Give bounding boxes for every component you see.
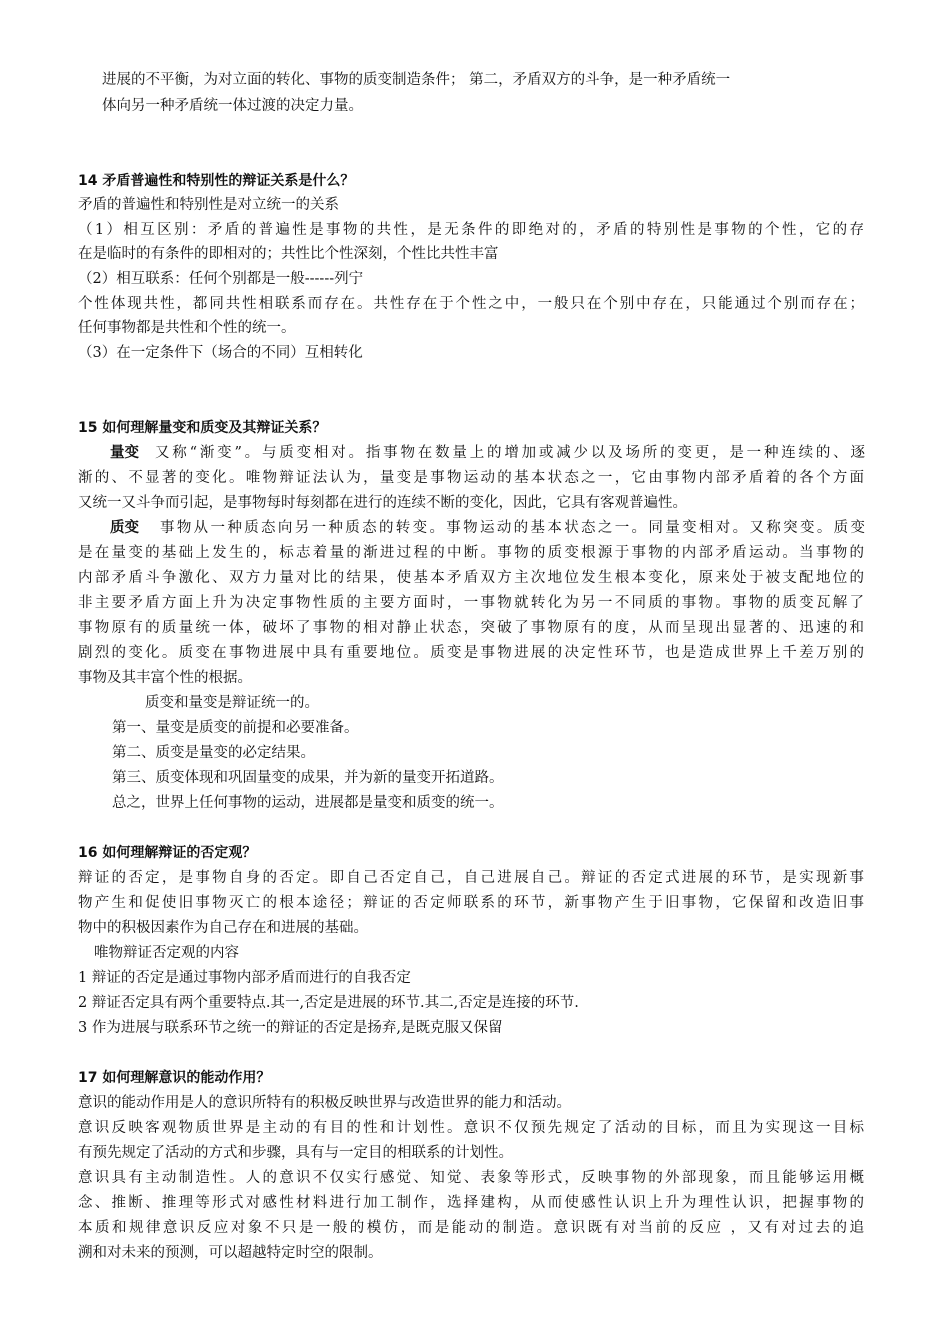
section-14-title: 14 矛盾普遍性和特别性的辩证关系是什么？ xyxy=(78,173,355,189)
s16-item-2: 2 辩证否定具有两个重要特点.其一,否定是进展的环节.其二,否定是连接的环节. xyxy=(78,995,579,1011)
section-16-title: 16 如何理解辩证的否定观？ xyxy=(78,845,257,861)
s14-para-5: （3）在一定条件下（场合的不同）互相转化 xyxy=(78,345,363,361)
zhibian-line-7: 事物及其丰富个性的根据。 xyxy=(78,670,252,686)
s16-line-3: 物中的积极因素作为自己存在和进展的基础。 xyxy=(78,920,368,936)
zhibian-line-3: 内部矛盾斗争激化、双方力量对比的结果，使基本矛盾双方主次地位发生根本变化，原来处于被支配地位的 xyxy=(78,570,864,586)
relation-3: 第三、质变体现和巩固量变的成果，并为新的量变开拓道路。 xyxy=(112,770,504,786)
zhibian-line-6: 剧烈的变化。质变在事物进展中具有重要地位。质变是事物进展的决定性环节，也是造成世界上千差万别的 xyxy=(78,645,864,661)
relation-intro: 质变和量变是辩证统一的。 xyxy=(145,695,319,711)
s17-line-7: 溯和对未来的预测，可以超越特定时空的限制。 xyxy=(78,1245,383,1261)
relation-4: 总之，世界上任何事物的运动，进展都是量变和质变的统一。 xyxy=(112,795,504,811)
s17-line-2: 意识反映客观物质世界是主动的有目的性和计划性。意识不仅预先规定了活动的目标，而且为实现这一目标 xyxy=(78,1120,864,1136)
s14-para-3: （2）相互联系：任何个别都是一般------列宁 xyxy=(78,271,364,287)
s16-line-1: 辩证的否定，是事物自身的否定。即自己否定自己，自己进展自己。辩证的否定式进展的环节，是实现新事 xyxy=(78,870,864,886)
zhibian-line-4: 非主要矛盾方面上升为决定事物性质的主要方面时，一事物就转化为另一不同质的事物。事物的质变瓦解了 xyxy=(78,595,864,611)
liangbian-line-1: 又称“渐变”。与质变相对。指事物在数量上的增加或减少以及场所的变更，是一种连续的、逐 xyxy=(155,445,865,461)
zhibian-line-5: 事物原有的质量统一体，破坏了事物的相对静止状态，突破了事物原有的度，从而呈现出显著的、迅速的和 xyxy=(78,620,864,636)
s14-para-4b: 任何事物都是共性和个性的统一。 xyxy=(78,320,296,336)
section-15-title: 15 如何理解量变和质变及其辩证关系？ xyxy=(78,420,327,436)
zhibian-line-2: 是在量变的基础上发生的，标志着量的渐进过程的中断。事物的质变根源于事物的内部矛盾运动。当事物的 xyxy=(78,545,864,561)
s14-para-2a: （1）相互区别：矛盾的普遍性是事物的共性，是无条件的即绝对的，矛盾的特别性是事物的个性，它的存 xyxy=(78,222,864,238)
s17-line-4: 意识具有主动制造性。人的意识不仅实行感觉、知觉、表象等形式，反映事物的外部现象，而且能够运用概 xyxy=(78,1170,864,1186)
intro-line-1: 进展的不平衡，为对立面的转化、事物的质变制造条件； 第二，矛盾双方的斗争，是一种矛盾统一 xyxy=(102,72,731,88)
s16-item-3: 3 作为进展与联系环节之统一的辩证的否定是扬弃,是既克服又保留 xyxy=(78,1020,503,1036)
s14-para-2b: 在是临时的有条件的即相对的；共性比个性深刻，个性比共性丰富 xyxy=(78,246,499,262)
section-17-title: 17 如何理解意识的能动作用？ xyxy=(78,1070,271,1086)
s14-para-1: 矛盾的普遍性和特别性是对立统一的关系 xyxy=(78,197,339,213)
s17-line-6: 本质和规律意识反应对象不只是一般的模仿，而是能动的制造。意识既有对当前的反应 ，又有对过去的追 xyxy=(78,1220,864,1236)
s16-line-2: 物产生和促使旧事物灭亡的根本途径；辩证的否定师联系的环节，新事物产生于旧事物，它保留和改造旧事 xyxy=(78,895,864,911)
s17-line-3: 有预先规定了活动的方式和步骤，具有与一定目的相联系的计划性。 xyxy=(78,1145,513,1161)
liangbian-line-2: 渐的、不显著的变化。唯物辩证法认为，量变是事物运动的基本状态之一，它由事物内部矛盾着的各个方面 xyxy=(78,470,864,486)
relation-2: 第二、质变是量变的必定结果。 xyxy=(112,745,315,761)
s17-line-5: 念、推断、推理等形式对感性材料进行加工制作，选择建构，从而使感性认识上升为理性认识，把握事物的 xyxy=(78,1195,864,1211)
s14-para-4a: 个性体现共性，都同共性相联系而存在。共性存在于个性之中，一般只在个别中存在，只能通过个别而存在； xyxy=(78,296,864,312)
relation-1: 第一、量变是质变的前提和必要准备。 xyxy=(112,720,359,736)
term-zhibian: 质变 xyxy=(110,520,139,536)
liangbian-line-3: 又统一又斗争而引起，是事物每时每刻都在进行的连续不断的变化，因此，它具有客观普遍性。 xyxy=(78,495,687,511)
s16-subtitle: 唯物辩证否定观的内容 xyxy=(94,945,239,961)
term-liangbian: 量变 xyxy=(110,445,139,461)
s17-line-1: 意识的能动作用是人的意识所特有的积极反映世界与改造世界的能力和活动。 xyxy=(78,1095,571,1111)
s16-item-1: 1 辩证的否定是通过事物内部矛盾而进行的自我否定 xyxy=(78,970,411,986)
intro-line-2: 体向另一种矛盾统一体过渡的决定力量。 xyxy=(102,98,363,114)
zhibian-line-1: 事物从一种质态向另一种质态的转变。事物运动的基本状态之一。同量变相对。又称突变。质变 xyxy=(160,520,865,536)
